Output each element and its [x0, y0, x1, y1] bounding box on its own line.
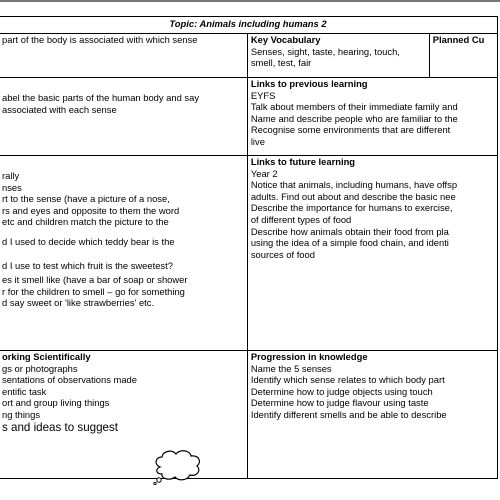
activity-line: nses [2, 181, 22, 193]
objective-cell [0, 78, 247, 156]
future-learning-heading: Links to future learning [250, 156, 356, 167]
future-line: of different types of food [250, 213, 352, 225]
objective-cell [0, 34, 247, 78]
previous-line: live [250, 135, 265, 147]
future-line: using the idea of a simple food chain, and identi [250, 237, 449, 249]
vocab-line: smell, test, fair [250, 57, 312, 69]
progression-heading: Progression in knowledge [250, 351, 368, 362]
planning-table [0, 16, 498, 479]
table-row [0, 34, 498, 78]
activity-line: r for the children to smell – go for something [2, 285, 185, 297]
progression-line: Name the 5 senses [250, 362, 332, 374]
topic-row [0, 17, 498, 34]
previous-learning-heading: Links to previous learning [250, 78, 368, 89]
thought-cloud-icon [152, 447, 204, 485]
future-line: sources of food [250, 248, 315, 260]
objective-text: abel the basic parts of the human body and say [2, 92, 200, 103]
planned-cell [429, 34, 497, 78]
future-learning-cell [247, 156, 497, 351]
progression-line: Identify different smells and be able to describe [250, 408, 447, 420]
activity-spacer [2, 248, 247, 260]
future-line: adults. Find out about and describe the basic nee [250, 190, 456, 202]
planned-heading: Planned Cu [432, 34, 485, 45]
key-vocabulary-heading: Key Vocabulary [250, 34, 321, 45]
future-line: Describe the importance for humans to exercise, [250, 202, 453, 214]
activity-line: rs and eyes and opposite to them the word [2, 204, 180, 216]
vocab-line: Senses, sight, taste, hearing, touch, [250, 45, 400, 57]
activities-cell [0, 156, 247, 351]
progression-line: Determine how to judge objects using touch [250, 385, 433, 397]
ws-line: ng things [2, 408, 41, 420]
working-scientifically-cell [0, 351, 247, 479]
ws-line-large: s and ideas to suggest [2, 420, 119, 434]
future-line: Describe how animals obtain their food from pla [250, 225, 449, 237]
previous-learning-cell [247, 78, 497, 156]
topic-title: Topic: Animals including humans 2 [0, 17, 498, 34]
table-row [0, 351, 498, 479]
progression-line: Identify which sense relates to which body part [250, 374, 445, 386]
activity-spacer [2, 228, 247, 236]
objective-text: part of the body is associated with which sense [2, 34, 198, 45]
progression-cell [247, 351, 497, 479]
previous-line: EYFS [250, 89, 276, 101]
ws-line: ort and group living things [2, 397, 110, 409]
previous-line: Name and describe people who are familiar to the [250, 112, 458, 124]
previous-line: Talk about members of their immediate family and [250, 101, 458, 113]
top-rule [0, 0, 500, 2]
activity-line: rt to the sense (have a picture of a nose, [2, 193, 170, 205]
activity-line: rally [2, 170, 20, 181]
ws-line: gs or photographs [2, 362, 78, 374]
table-row [0, 78, 498, 156]
key-vocabulary-cell [247, 34, 429, 78]
previous-line: Recognise some environments that are different [250, 124, 451, 136]
progression-line: Determine how to judge flavour using taste [250, 397, 429, 409]
activity-line: d say sweet or 'like strawberries' etc. [2, 297, 155, 309]
ws-line: sentations of observations made [2, 374, 137, 386]
activity-line: d I used to decide which teddy bear is the [2, 235, 175, 247]
ws-line: entific task [2, 385, 47, 397]
activity-line: d I use to test which fruit is the sweetest? [2, 259, 173, 271]
future-line: Notice that animals, including humans, have offsp [250, 179, 458, 191]
activity-line: es it smell like (have a bar of soap or shower [2, 274, 188, 286]
future-line: Year 2 [250, 167, 278, 179]
activity-line: etc and children match the picture to the [2, 216, 169, 228]
objective-text: associated with each sense [2, 103, 117, 115]
working-scientifically-heading: orking Scientifically [2, 351, 91, 362]
table-row [0, 156, 498, 351]
